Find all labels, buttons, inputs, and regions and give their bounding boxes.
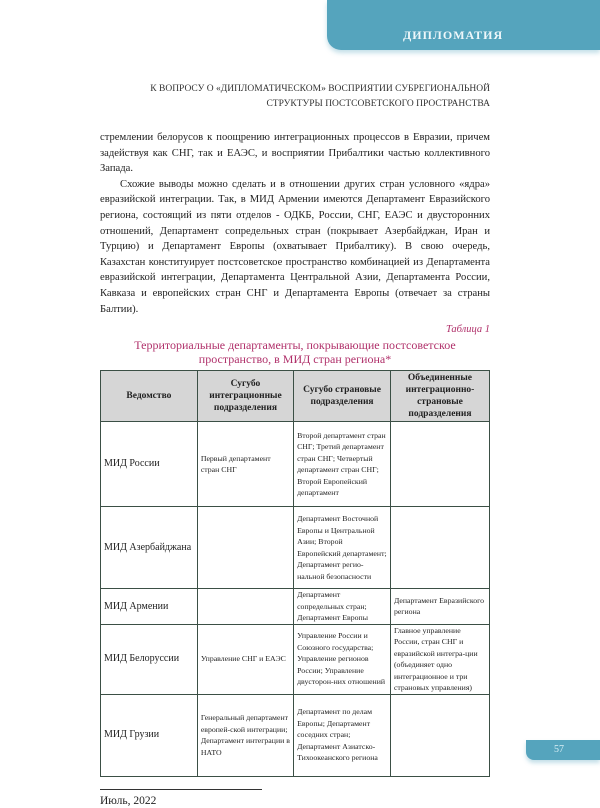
cell: Департамент по делам Европы; Департамент соседних стран; Департамент Азиатско-Тихоокеанского региона — [294, 694, 391, 776]
cell: Управление СНГ и ЕАЭС — [197, 624, 293, 694]
cell: МИД Грузии — [101, 694, 198, 776]
body-text — [100, 130, 490, 317]
table-row — [101, 422, 490, 507]
footer-divider — [100, 789, 262, 790]
cell — [390, 507, 489, 589]
cell: Второй департамент стран СНГ; Третий департамент стран СНГ; Четвертый департамент стран СНГ; Второй Европейский департамент — [294, 422, 391, 507]
cell — [197, 507, 293, 589]
table-row — [101, 507, 490, 589]
paragraph: стремлении белорусов к поощрению интеграционных процессов в Евразии, причем задействуя как СНГ, так и ЕАЭС, и восприятии Прибалтики частью коллективного Запада. — [100, 132, 490, 175]
table-label: Таблица 1 — [445, 324, 490, 336]
departments-table — [100, 370, 490, 777]
cell: Департамент Евразийского региона — [390, 589, 489, 625]
cell: МИД России — [101, 422, 198, 507]
header-cell: Ведомство — [101, 371, 198, 422]
section-banner — [327, 0, 600, 50]
cell — [390, 422, 489, 507]
footer-date: Июль, 2022 — [100, 794, 157, 807]
cell — [390, 694, 489, 776]
paragraph: Схожие выводы можно сделать и в отношении других стран условного «ядра» евразийской интеграции. Так, в МИД Армении имеются Департамент Евразийского региона, состоящий из пяти отделов - ОДКБ, России, СНГ, ЕАЭС и двусторонних отношений, Департамент сопредельных стран (покрывает Азербайджан, Иран и Турцию) и Департамент Европы (охватывает Прибалтику). В свою очередь, Казахстан конституирует постсоветское пространство комбинацией из Департамента евразийской интеграции, Департамента Центральной Азии, Департамента России, Кавказа и европейских стран СНГ и Департамента Европы (отвечает за страны Балтии). — [100, 178, 490, 315]
table-row — [101, 624, 490, 694]
header-cell: Объединенные интеграционно-страновые подразделения — [390, 371, 489, 422]
cell: Генеральный департамент европей-ской интеграции; Департамент интеграции в НАТО — [197, 694, 293, 776]
table-row — [101, 694, 490, 776]
footer — [100, 777, 490, 808]
cell: Департамент сопредельных стран; Департамент Европы — [294, 589, 391, 625]
page-number-tab — [526, 740, 600, 760]
running-title — [140, 82, 490, 112]
cell: Управление России и Союзного государства; Управление регионов России; Управление двусторон-них отношений — [294, 624, 391, 694]
cell: Первый департамент стран СНГ — [197, 422, 293, 507]
table-title: Территориальные департаменты, покрывающие постсоветское пространство, в МИД стран региона* — [134, 338, 456, 367]
table-header-row — [101, 371, 490, 422]
cell — [197, 589, 293, 625]
header-cell: Сугубо страновые подразделения — [294, 371, 391, 422]
running-title-line: К ВОПРОСУ О «ДИПЛОМАТИЧЕСКОМ» ВОСПРИЯТИИ СУБРЕГИОНАЛЬНОЙ — [150, 84, 490, 94]
page-number: 57 — [554, 744, 564, 755]
cell: МИД Армении — [101, 589, 198, 625]
section-title: ДИПЛОМАТИЯ — [403, 28, 504, 42]
cell: МИД Азербайджана — [101, 507, 198, 589]
cell: МИД Белоруссии — [101, 624, 198, 694]
header-cell: Сугубо интеграционные подразделения — [197, 371, 293, 422]
page-content — [100, 130, 490, 808]
table-row — [101, 589, 490, 625]
cell: Главное управление России, стран СНГ и евразийской интегра-ции (объединяет одно интеграционное и три страновых управления) — [390, 624, 489, 694]
cell: Департамент Восточной Европы и Центральной Азии; Второй Европейский департамент; Департамент регио-нальной безопасности — [294, 507, 391, 589]
running-title-line: СТРУКТУРЫ ПОСТСОВЕТСКОГО ПРОСТРАНСТВА — [266, 99, 490, 109]
